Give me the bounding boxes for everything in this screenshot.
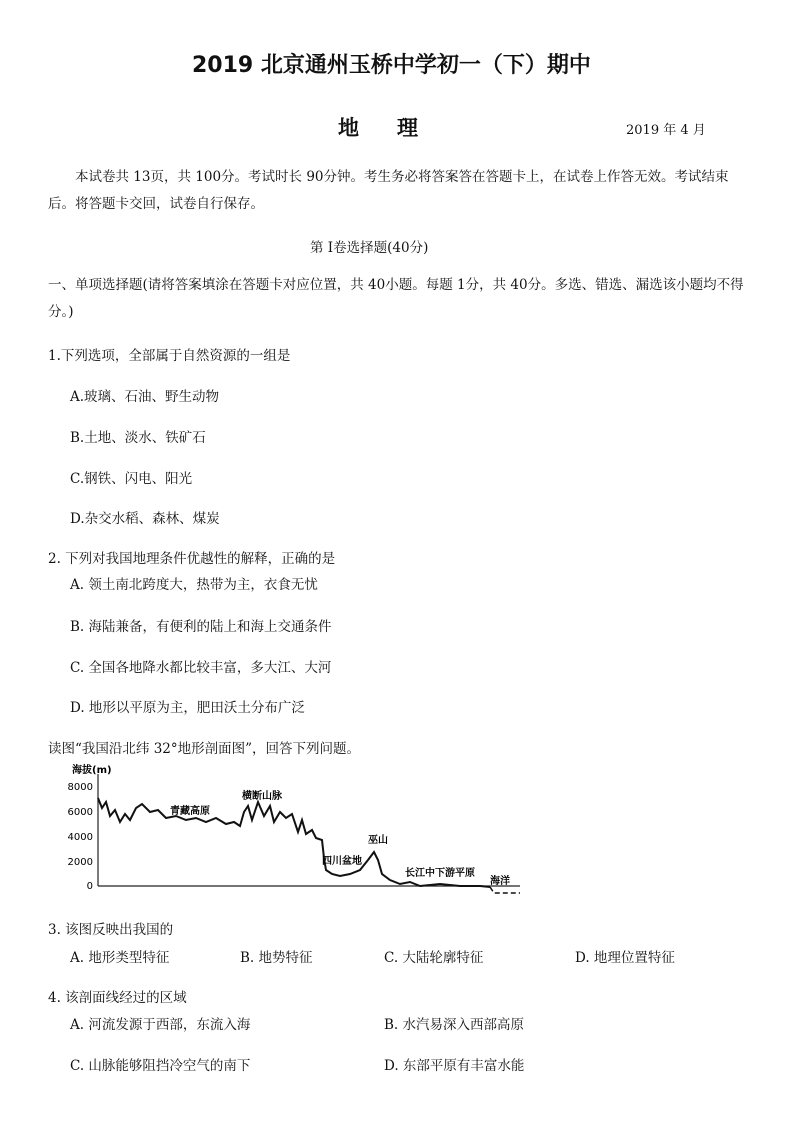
option-a: A.玻璃、石油、野生动物 bbox=[70, 389, 220, 405]
option-a: A. 河流发源于西部，东流入海 bbox=[70, 1017, 251, 1033]
option-d: D. 地理位置特征 bbox=[575, 950, 675, 966]
option-d: D. 东部平原有丰富水能 bbox=[384, 1058, 525, 1074]
option-b: B. 地势特征 bbox=[240, 950, 313, 966]
tick-label: 2000 bbox=[67, 857, 93, 868]
tick-label: 0 bbox=[86, 881, 93, 892]
section-title: 第 I卷选择题(40分) bbox=[310, 240, 429, 256]
option-b: B. 海陆兼备，有便利的陆上和海上交通条件 bbox=[70, 619, 332, 635]
terrain-label: 四川盆地 bbox=[322, 856, 362, 867]
sea-line bbox=[490, 887, 520, 893]
subject-title: 地理 bbox=[338, 116, 456, 140]
terrain-label: 青藏高原 bbox=[170, 806, 210, 817]
option-d: D. 地形以平原为主，肥田沃土分布广泛 bbox=[70, 700, 305, 716]
terrain-label: 海洋 bbox=[490, 876, 510, 887]
terrain-label: 长江中下游平原 bbox=[405, 868, 475, 879]
exam-title: 2019 北京通州玉桥中学初一（下）期中 bbox=[192, 53, 591, 78]
tick-label: 4000 bbox=[67, 832, 93, 843]
axis-label: 海拔(m) bbox=[72, 765, 112, 776]
option-c: C. 大陆轮廓特征 bbox=[384, 950, 484, 966]
terrain-label: 横断山脉 bbox=[242, 791, 282, 802]
tick-label: 6000 bbox=[67, 807, 93, 818]
figure-intro: 读图“我国沿北纬 32°地形剖面图”，回答下列问题。 bbox=[48, 741, 361, 757]
option-a: A. 领土南北跨度大，热带为主，衣食无忧 bbox=[70, 577, 318, 593]
option-a: A. 地形类型特征 bbox=[70, 950, 170, 966]
option-b: B.土地、淡水、铁矿石 bbox=[70, 430, 206, 446]
option-d: D.杂交水稻、森林、煤炭 bbox=[70, 511, 220, 527]
exam-date: 2019 年 4 月 bbox=[626, 123, 706, 138]
question-stem: 4. 该剖面线经过的区域 bbox=[48, 990, 187, 1006]
instructions-paragraph: 一、单项选择题(请将答案填涂在答题卡对应位置，共 40小题。每题 1分，共 40分。多选、错选、漏选该小题均不得分。) bbox=[48, 277, 744, 320]
intro-paragraph: 本试卷共 13页，共 100分。考试时长 90分钟。考生务必将答案答在答题卡上，在试卷上作答无效。考试结束后。将答题卡交回，试卷自行保存。 bbox=[48, 169, 729, 212]
option-c: C.钢铁、闪电、阳光 bbox=[70, 471, 193, 487]
terrain-label: 巫山 bbox=[368, 835, 388, 846]
option-c: C. 全国各地降水都比较丰富，多大江、大河 bbox=[70, 660, 332, 676]
question-stem: 1.下列选项，全部属于自然资源的一组是 bbox=[48, 348, 291, 364]
terrain-profile-figure bbox=[60, 760, 530, 900]
option-b: B. 水汽易深入西部高原 bbox=[384, 1017, 525, 1033]
option-c: C. 山脉能够阻挡冷空气的南下 bbox=[70, 1058, 251, 1074]
question-stem: 2. 下列对我国地理条件优越性的解释，正确的是 bbox=[48, 551, 336, 567]
tick-label: 8000 bbox=[67, 782, 93, 793]
question-stem: 3. 该图反映出我国的 bbox=[48, 922, 174, 938]
